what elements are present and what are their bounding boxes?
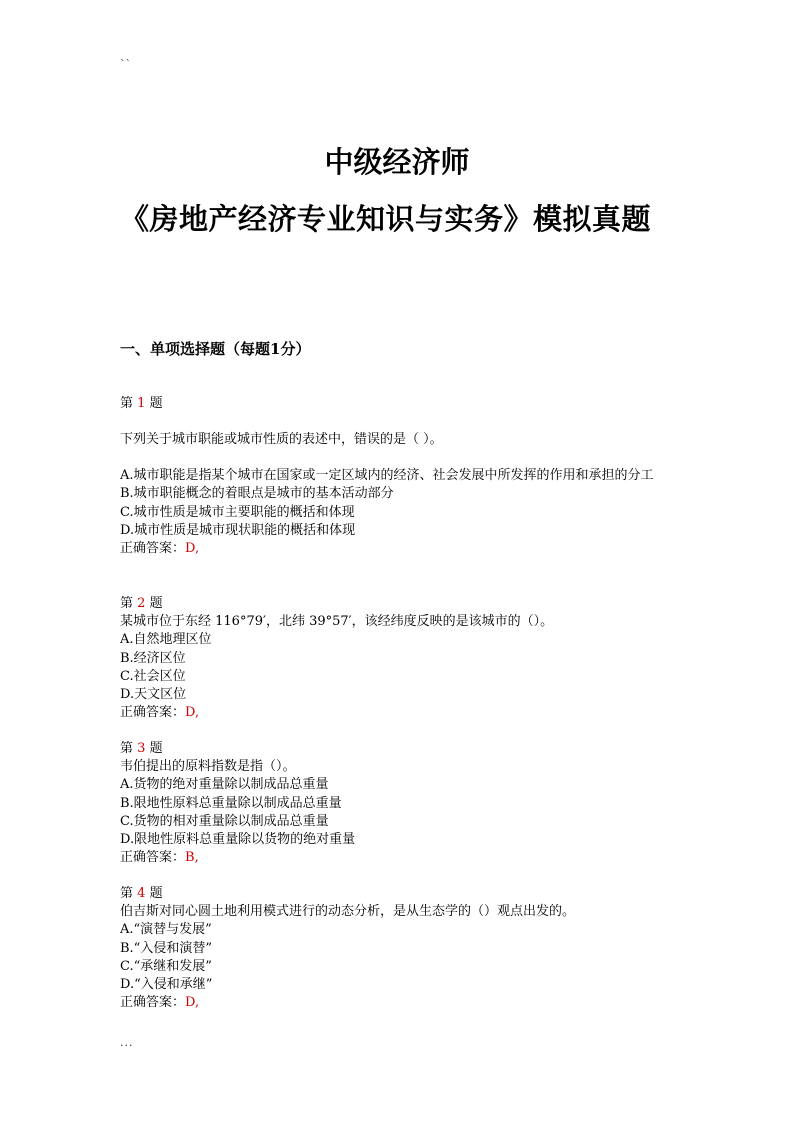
answer-line: 正确答案：D, [120,705,200,721]
option-a: A.货物的绝对重量除以制成品总重量 [120,777,329,793]
answer-value: B, [185,850,199,866]
answer-line: 正确答案：B, [120,850,199,866]
document-subtitle: 《房地产经济专业知识与实务》模拟真题 [120,202,652,236]
option-d: D.“入侵和承继” [120,977,213,993]
top-mark: `` [120,58,131,71]
answer-line: 正确答案：D, [120,541,200,557]
option-c: C.货物的相对重量除以制成品总重量 [120,813,329,829]
question-1-content [120,431,680,558]
option-d: D.城市性质是城市现状职能的概括和体现 [120,522,356,538]
question-number: 1 [137,396,146,411]
question-number: 4 [137,886,146,901]
option-a: A.城市职能是指某个城市在国家或一定区域内的经济、社会发展中所发挥的作用和承担的分工 [120,468,654,484]
question-1 [120,395,680,413]
question-2 [120,595,680,722]
question-number-line: 第 4 题 [120,886,163,901]
answer-value: D, [185,995,200,1011]
option-b: B.经济区位 [120,650,186,666]
question-3 [120,740,680,867]
option-d: D.限地性原料总重量除以货物的绝对重量 [120,832,356,848]
option-c: C.社会区位 [120,668,186,684]
answer-value: D, [185,705,200,721]
option-c: C.“承继和发展” [120,958,212,974]
question-number: 2 [137,596,146,611]
question-number-line: 第 3 题 [120,741,163,756]
question-number-line: 第 2 题 [120,596,163,611]
option-b: B.限地性原料总重量除以制成品总重量 [120,795,342,811]
option-b: B.“入侵和演替” [120,940,212,956]
question-stem: 某城市位于东经 116°79′，北纬 39°57′，该经纬度反映的是该城市的（）。 [120,614,554,630]
question-stem: 韦伯提出的原料指数是指（）。 [120,759,296,775]
answer-line: 正确答案：D, [120,995,200,1011]
option-a: A.自然地理区位 [120,632,212,648]
question-number-line: 第 1 题 [120,396,163,411]
question-number: 3 [137,741,146,756]
option-d: D.天文区位 [120,687,187,703]
option-c: C.城市性质是城市主要职能的概括和体现 [120,504,355,520]
option-b: B.城市职能概念的着眼点是城市的基本活动部分 [120,486,394,502]
section-heading: 一、单项选择题（每题1分） [120,340,311,358]
option-a: A.“演替与发展” [120,922,212,938]
question-stem: 下列关于城市职能或城市性质的表述中，错误的是（ ）。 [120,432,443,447]
bottom-mark: ... [120,1036,134,1049]
document-title: 中级经济师 [324,145,470,179]
question-4 [120,885,680,1012]
question-stem: 伯吉斯对同心圆土地利用模式进行的动态分析，是从生态学的（）观点出发的。 [120,904,576,920]
answer-value: D, [185,541,200,557]
